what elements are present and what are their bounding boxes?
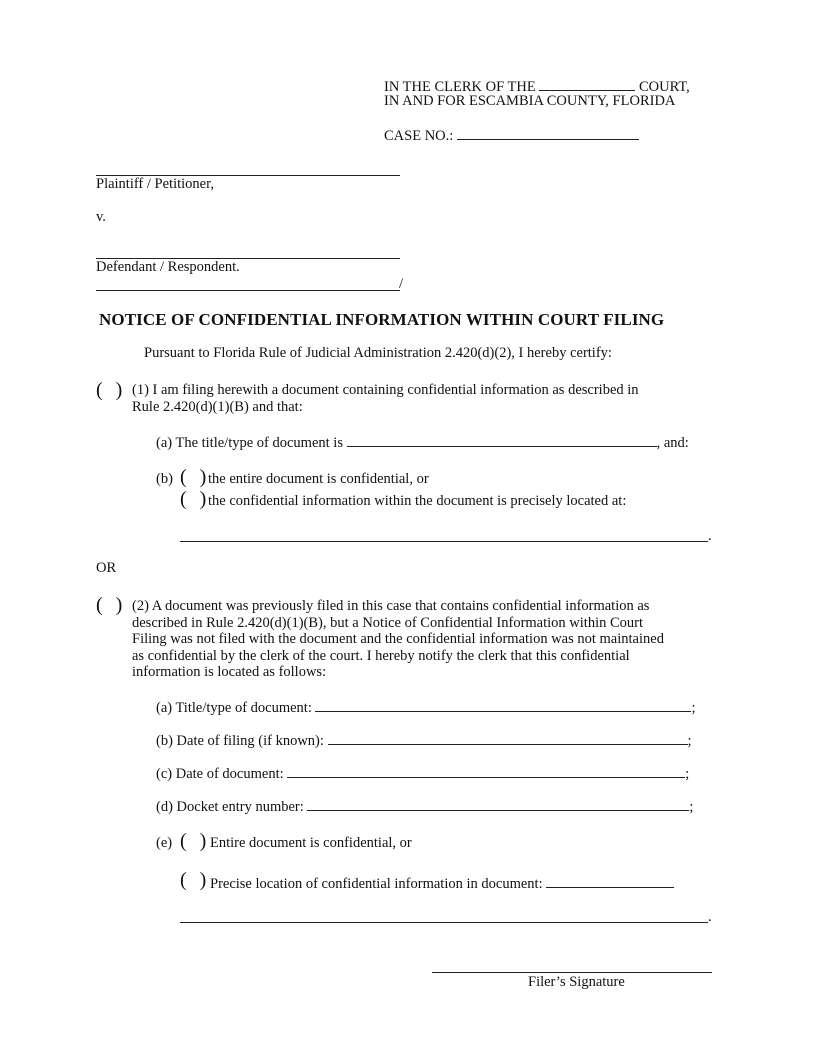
option2-a-semicolon: ; [691, 700, 696, 716]
plaintiff-label: Plaintiff / Petitioner, [96, 176, 214, 192]
option2-checkbox[interactable]: ( ) [96, 594, 127, 616]
signature-label: Filer’s Signature [528, 974, 625, 990]
option1-b-prefix: (b) [156, 471, 173, 487]
option2-line: as confidential by the clerk of the court. I hereby notify the clerk that this confidential [132, 647, 630, 664]
court-line-prefix: IN THE CLERK OF THE [384, 79, 536, 95]
option2-c-line [156, 764, 689, 783]
option1-line: (1) I am filing herewith a document containing confidential information as described in [132, 382, 639, 398]
option2-location-blank[interactable] [180, 922, 708, 923]
option1-b-located-text: the confidential information within the document is precisely located at: [208, 493, 627, 509]
case-number-line [384, 126, 639, 145]
option2-docket-blank[interactable] [307, 797, 689, 811]
option2-d-label: (d) Docket entry number: [156, 799, 304, 815]
option2-e-prefix: (e) [156, 835, 173, 851]
signature-line[interactable] [432, 972, 712, 973]
option1-title-blank[interactable] [347, 433, 657, 447]
option2-title-blank[interactable] [315, 698, 691, 712]
option2-a-label: (a) Title/type of document: [156, 700, 312, 716]
option2-c-semicolon: ; [685, 766, 690, 782]
caption-slash: / [399, 276, 404, 292]
option1-b-located-checkbox[interactable]: ( ) [180, 488, 211, 510]
option2-e-precise-checkbox[interactable]: ( ) [180, 869, 211, 891]
option2-e-precise-line [210, 874, 674, 893]
option2-filing-date-blank[interactable] [328, 731, 688, 745]
option2-d-semicolon: ; [689, 799, 694, 815]
option2-line: described in Rule 2.420(d)(1)(B), but a Notice of Confidential Information within Court [132, 614, 644, 631]
option2-b-semicolon: ; [687, 733, 692, 749]
county-line: IN AND FOR ESCAMBIA COUNTY, FLORIDA [384, 93, 676, 109]
option2-a-line [156, 698, 696, 717]
option1-b-entire-text: the entire document is confidential, or [208, 471, 429, 487]
option2-precise-blank[interactable] [546, 874, 674, 888]
or-label: OR [96, 560, 117, 576]
option2-location-end: . [708, 909, 712, 925]
option1-b-entire-checkbox[interactable]: ( ) [180, 466, 211, 488]
option2-c-label: (c) Date of document: [156, 766, 284, 782]
defendant-label: Defendant / Respondent. [96, 259, 240, 275]
option1-location-end: . [708, 528, 712, 544]
option2-text [132, 598, 664, 681]
option1-location-blank[interactable] [180, 541, 708, 542]
option2-document-date-blank[interactable] [287, 764, 685, 778]
option1-a-line [156, 433, 689, 452]
court-name-blank[interactable] [539, 77, 635, 91]
option2-line: information is located as follows: [132, 664, 327, 680]
option2-b-label: (b) Date of filing (if known): [156, 733, 324, 749]
option1-checkbox[interactable]: ( ) [96, 379, 127, 401]
intro-text: Pursuant to Florida Rule of Judicial Administration 2.420(d)(2), I hereby certify: [144, 345, 612, 361]
option2-b-line [156, 731, 692, 750]
option2-line: (2) A document was previously filed in this case that contains confidential information as [132, 598, 650, 614]
option1-text [132, 382, 639, 415]
option2-line: Filing was not filed with the document and the confidential information was not maintained [132, 631, 664, 647]
option2-d-line [156, 797, 693, 816]
option2-e-entire-text: Entire document is confidential, or [210, 835, 412, 851]
versus-label: v. [96, 209, 106, 225]
option2-e-precise-text: Precise location of confidential information in document: [210, 876, 543, 892]
option2-e-entire-checkbox[interactable]: ( ) [180, 830, 211, 852]
court-line-suffix: COURT, [638, 79, 690, 95]
option1-line: Rule 2.420(d)(1)(B) and that: [132, 398, 303, 415]
case-number-blank[interactable] [457, 126, 639, 140]
document-title: NOTICE OF CONFIDENTIAL INFORMATION WITHIN COURT FILING [99, 310, 665, 329]
case-number-label: CASE NO.: [384, 128, 454, 144]
option1-a-suffix: , and: [656, 435, 689, 451]
option1-a-label: (a) The title/type of document is [156, 435, 343, 451]
caption-closing-line [96, 290, 400, 291]
